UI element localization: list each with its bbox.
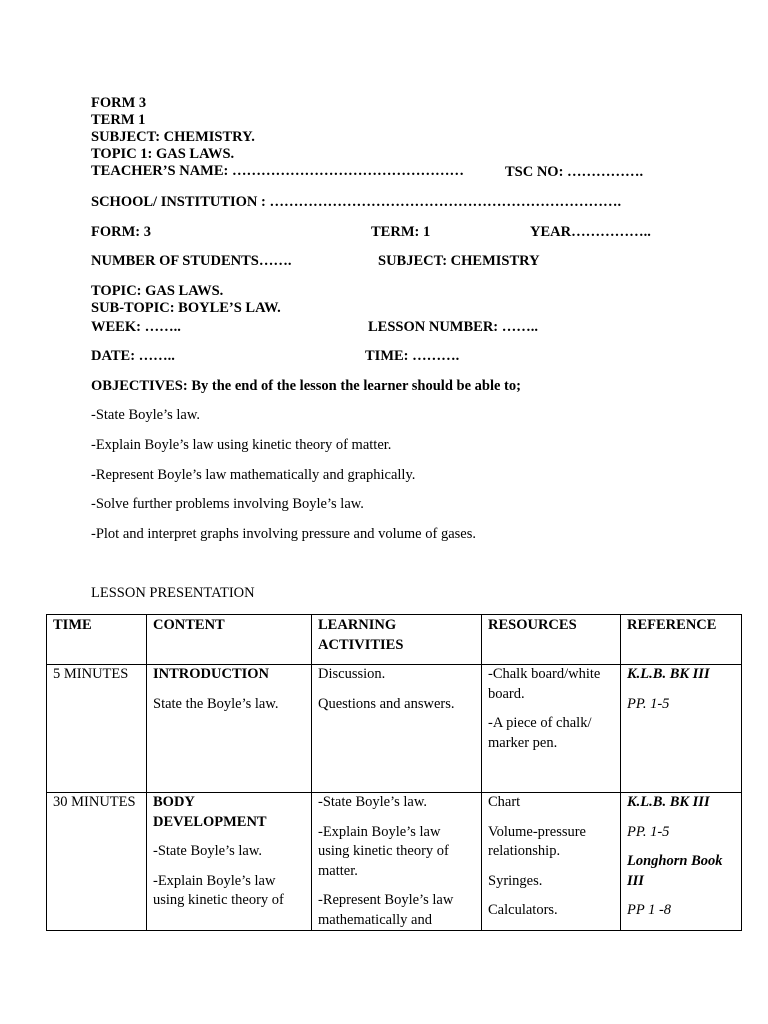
content-item: -State Boyle’s law. xyxy=(153,843,262,859)
table-header-row xyxy=(47,615,742,665)
content-cell xyxy=(147,665,312,793)
topic-field: TOPIC: GAS LAWS. xyxy=(91,283,224,299)
content-title: INTRODUCTION xyxy=(153,666,270,682)
objectives-lead: : By the end of the lesson the learner should be able to; xyxy=(182,378,521,394)
time-text: 5 MINUTES xyxy=(53,666,129,682)
activity-item: Questions and answers. xyxy=(318,695,455,712)
form-line: FORM 3 xyxy=(91,95,147,111)
term-field: TERM: 1 xyxy=(371,224,431,240)
topic-line: TOPIC 1: GAS LAWS. xyxy=(91,146,235,162)
time-cell xyxy=(47,793,147,931)
reference-cell xyxy=(621,665,742,793)
objective-item: -State Boyle’s law. xyxy=(91,407,200,423)
resources-cell xyxy=(482,793,621,931)
reference-item: K.L.B. BK III xyxy=(627,794,710,810)
subject-line: SUBJECT: CHEMISTRY. xyxy=(91,129,255,145)
resource-item: Chart xyxy=(488,794,521,810)
table-row xyxy=(47,793,742,931)
tsc-number: TSC NO: ……………. xyxy=(505,164,644,180)
table-row xyxy=(47,665,742,793)
activity-item: -State Boyle’s law. xyxy=(318,794,427,810)
year-field: YEAR…………….. xyxy=(530,224,651,240)
activity-item: Discussion. xyxy=(318,666,386,682)
objectives-label: OBJECTIVES xyxy=(91,378,183,394)
lesson-table xyxy=(46,614,742,931)
objectives-heading xyxy=(91,378,521,395)
activities-cell xyxy=(312,793,482,931)
week-field: WEEK: …….. xyxy=(91,319,181,335)
objective-item: -Plot and interpret graphs involving pressure and volume of gases. xyxy=(91,526,476,542)
reference-item: PP 1 -8 xyxy=(627,902,672,918)
reference-item: Longhorn Book III xyxy=(627,853,723,889)
lesson-presentation-heading: LESSON PRESENTATION xyxy=(91,585,255,601)
content-item: State the Boyle’s law. xyxy=(153,695,279,712)
activity-item: -Explain Boyle’s law using kinetic theory of matter. xyxy=(318,823,449,879)
column-header-activities: LEARNING ACTIVITIES xyxy=(312,615,482,665)
reference-item: PP. 1-5 xyxy=(627,823,670,840)
resources-cell xyxy=(482,665,621,793)
subject-field: SUBJECT: CHEMISTRY xyxy=(378,253,540,269)
reference-item: K.L.B. BK III xyxy=(627,666,710,682)
content-title: BODY DEVELOPMENT xyxy=(153,794,267,830)
resource-item: Calculators. xyxy=(488,902,558,918)
school-field: SCHOOL/ INSTITUTION : ………………………………………………………………. xyxy=(91,194,622,210)
column-header-time: TIME xyxy=(47,615,147,665)
reference-item: PP. 1-5 xyxy=(627,695,670,712)
form-field: FORM: 3 xyxy=(91,224,151,240)
column-header-reference: REFERENCE xyxy=(621,615,742,665)
column-header-content: CONTENT xyxy=(147,615,312,665)
resource-item: -A piece of chalk/ marker pen. xyxy=(488,715,592,751)
resource-item: Syringes. xyxy=(488,872,543,889)
subtopic-field: SUB-TOPIC: BOYLE’S LAW. xyxy=(91,300,281,316)
term-line: TERM 1 xyxy=(91,112,146,128)
students-field: NUMBER OF STUDENTS……. xyxy=(91,253,292,269)
date-field: DATE: …….. xyxy=(91,348,175,364)
time-cell xyxy=(47,665,147,793)
content-cell xyxy=(147,793,312,931)
objective-item: -Explain Boyle’s law using kinetic theory of matter. xyxy=(91,437,392,453)
time-text: 30 MINUTES xyxy=(53,794,136,810)
document-header xyxy=(91,95,464,180)
column-header-resources: RESOURCES xyxy=(482,615,621,665)
resource-item: Volume-pressure relationship. xyxy=(488,823,586,859)
objective-item: -Solve further problems involving Boyle’s law. xyxy=(91,496,364,512)
reference-cell xyxy=(621,793,742,931)
activities-cell xyxy=(312,665,482,793)
teacher-name-line: TEACHER’S NAME: ………………………………………… xyxy=(91,163,464,179)
lesson-number-field: LESSON NUMBER: …….. xyxy=(368,319,538,335)
time-field: TIME: ………. xyxy=(365,348,460,364)
resource-item: -Chalk board/white board. xyxy=(488,666,601,702)
activity-item: -Represent Boyle’s law mathematically and xyxy=(318,892,454,928)
content-item: -Explain Boyle’s law using kinetic theory of xyxy=(153,872,284,908)
objective-item: -Represent Boyle’s law mathematically and graphically. xyxy=(91,467,416,483)
